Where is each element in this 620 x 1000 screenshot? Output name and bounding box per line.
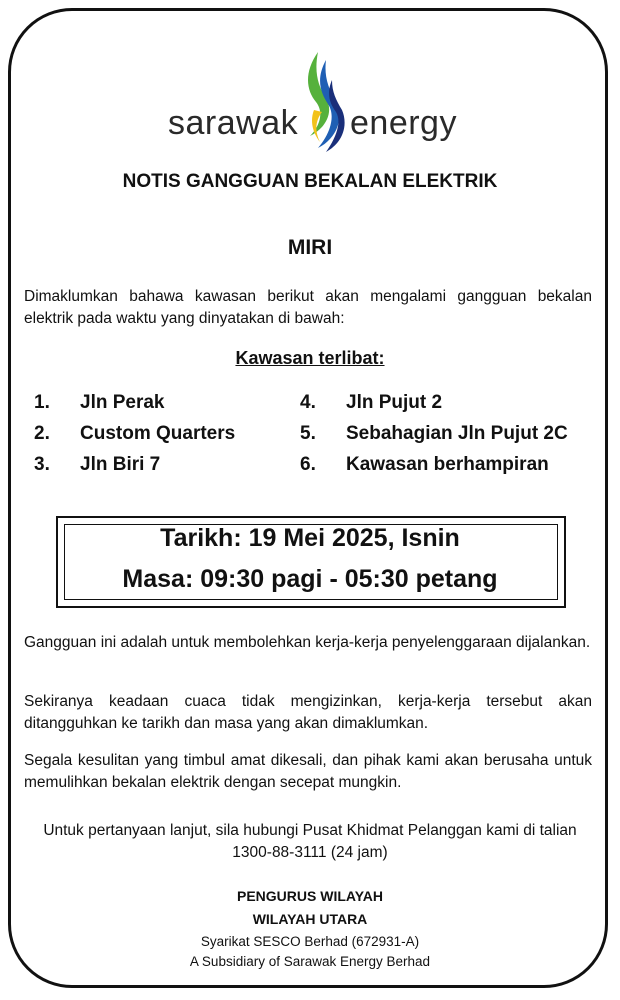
list-item xyxy=(34,392,235,423)
signature-region: WILAYAH UTARA xyxy=(252,911,368,927)
hotline-number: 1300-88-3111 (24 jam) xyxy=(232,844,388,861)
list-item xyxy=(34,454,235,485)
regret-paragraph: Segala kesulitan yang timbul amat dikesali, dan pihak kami akan berusaha untuk memulihkan bekalan elektrik dengan secepat mungkin. xyxy=(24,752,592,791)
area-number: 1. xyxy=(34,392,50,413)
areas-list-right xyxy=(300,392,568,485)
outage-date: Tarikh: 19 Mei 2025, Isnin xyxy=(160,524,460,552)
intro-paragraph: Dimaklumkan bahawa kawasan berikut akan mengalami gangguan bekalan elektrik pada waktu yang dinyatakan di bawah: xyxy=(24,288,592,327)
list-item xyxy=(300,392,568,423)
area-name: Jln Perak xyxy=(80,392,165,413)
city-name: MIRI xyxy=(287,236,333,259)
contact-line: Untuk pertanyaan lanjut, sila hubungi Pusat Khidmat Pelanggan kami di talian xyxy=(43,822,577,839)
area-name: Kawasan berhampiran xyxy=(346,454,549,475)
logo-brand-right: energy xyxy=(350,104,457,142)
area-name: Jln Biri 7 xyxy=(80,454,161,475)
logo-brand-left: sarawak xyxy=(168,104,299,142)
area-number: 4. xyxy=(300,392,316,413)
sarawak-energy-logo xyxy=(0,24,620,144)
area-number: 6. xyxy=(300,454,316,475)
area-number: 5. xyxy=(300,423,316,444)
area-number: 2. xyxy=(34,423,50,444)
notice-title: NOTIS GANGGUAN BEKALAN ELEKTRIK xyxy=(122,171,498,192)
flame-icon xyxy=(296,50,346,160)
area-number: 3. xyxy=(34,454,50,475)
contact-info xyxy=(24,820,596,864)
list-item xyxy=(300,423,568,454)
area-name: Custom Quarters xyxy=(80,423,236,444)
area-name: Jln Pujut 2 xyxy=(346,392,443,413)
weather-paragraph: Sekiranya keadaan cuaca tidak mengizinkan, kerja-kerja tersebut akan ditangguhkan ke tarikh dan masa yang akan dimaklumkan. xyxy=(24,693,592,732)
company-name: Syarikat SESCO Berhad (672931-A) xyxy=(200,934,420,949)
affected-areas-heading: Kawasan terlibat: xyxy=(235,348,385,368)
list-item xyxy=(34,423,235,454)
outage-time: Masa: 09:30 pagi - 05:30 petang xyxy=(122,565,498,593)
signature-title: PENGURUS WILAYAH xyxy=(237,888,383,904)
subsidiary-line: A Subsidiary of Sarawak Energy Berhad xyxy=(189,954,431,969)
maintenance-paragraph: Gangguan ini adalah untuk membolehkan kerja-kerja penyelenggaraan dijalankan. xyxy=(24,634,591,651)
area-name: Sebahagian Jln Pujut 2C xyxy=(346,423,568,444)
list-item xyxy=(300,454,568,485)
areas-list-left xyxy=(34,392,235,485)
